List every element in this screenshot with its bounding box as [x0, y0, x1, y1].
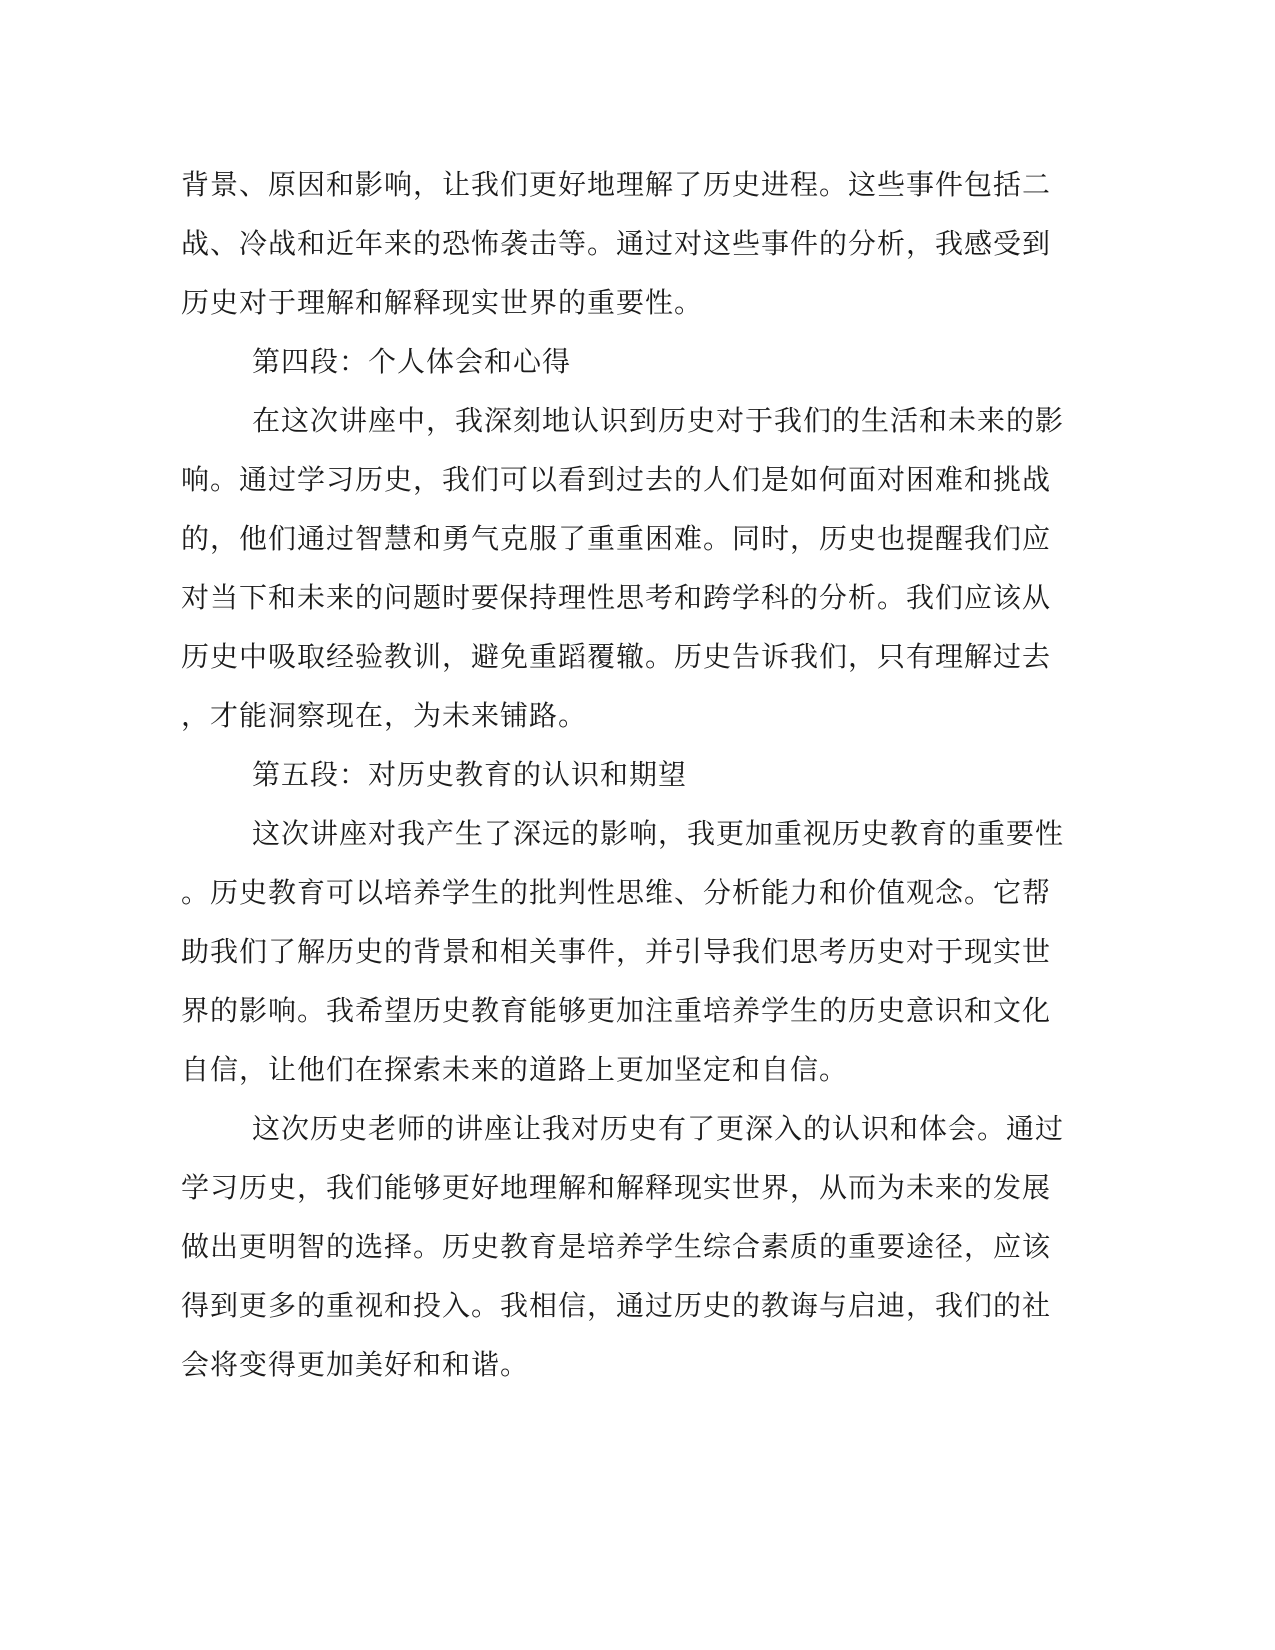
- text-line: 历史对于理解和解释现实世界的重要性。: [181, 286, 704, 319]
- text-line: 在这次讲座中，我深刻地认识到历史对于我们的生活和未来的影: [252, 404, 1065, 437]
- text-line: 响。通过学习历史，我们可以看到过去的人们是如何面对困难和挑战: [181, 463, 1052, 496]
- text-line: 战、冷战和近年来的恐怖袭击等。通过对这些事件的分析，我感受到: [181, 227, 1052, 260]
- text-line: 。历史教育可以培养学生的批判性思维、分析能力和价值观念。它帮: [181, 876, 1052, 909]
- text-line: ，才能洞察现在，为未来铺路。: [181, 699, 588, 732]
- text-line: 历史中吸取经验教训，避免重蹈覆辙。历史告诉我们，只有理解过去: [181, 640, 1052, 673]
- text-line: 背景、原因和影响，让我们更好地理解了历史进程。这些事件包括二: [181, 168, 1052, 201]
- text-line: 学习历史，我们能够更好地理解和解释现实世界，从而为未来的发展: [181, 1171, 1052, 1204]
- text-line: 得到更多的重视和投入。我相信，通过历史的教诲与启迪，我们的社: [181, 1289, 1052, 1322]
- section-heading-4: 第四段：个人体会和心得: [252, 345, 572, 378]
- section-heading-5: 第五段：对历史教育的认识和期望: [252, 758, 688, 791]
- text-line: 自信，让他们在探索未来的道路上更加坚定和自信。: [181, 1053, 849, 1086]
- text-line: 界的影响。我希望历史教育能够更加注重培养学生的历史意识和文化: [181, 994, 1052, 1027]
- text-line: 这次历史老师的讲座让我对历史有了更深入的认识和体会。通过: [252, 1112, 1065, 1145]
- text-line: 助我们了解历史的背景和相关事件，并引导我们思考历史对于现实世: [181, 935, 1052, 968]
- document-body: [181, 155, 1065, 1394]
- text-line: 对当下和未来的问题时要保持理性思考和跨学科的分析。我们应该从: [181, 581, 1052, 614]
- text-line: 会将变得更加美好和和谐。: [181, 1348, 530, 1381]
- text-line: 做出更明智的选择。历史教育是培养学生综合素质的重要途径，应该: [181, 1230, 1052, 1263]
- text-line: 这次讲座对我产生了深远的影响，我更加重视历史教育的重要性: [252, 817, 1065, 850]
- text-line: 的，他们通过智慧和勇气克服了重重困难。同时，历史也提醒我们应: [181, 522, 1052, 555]
